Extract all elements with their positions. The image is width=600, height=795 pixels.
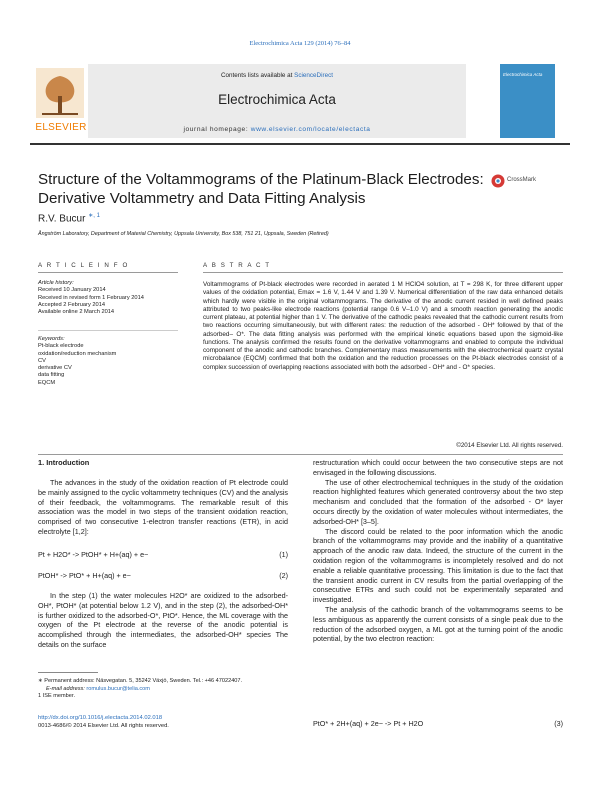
equation-3-text: PtO* + 2H+(aq) + 2e− -> Pt + H2O <box>313 719 424 728</box>
author-line <box>38 212 100 224</box>
history-item: Received in revised form 1 February 2014 <box>38 294 144 301</box>
equation-3 <box>313 719 563 728</box>
history-item: Accepted 2 February 2014 <box>38 301 106 308</box>
issn-line: 0013-4686/© 2014 Elsevier Ltd. All rights reserved. <box>38 723 169 729</box>
keyword: derivative CV <box>38 365 72 372</box>
header-divider <box>30 143 570 145</box>
history-heading: Article history: <box>38 280 74 286</box>
footnote-rule <box>38 672 98 673</box>
equation-1 <box>38 550 288 559</box>
publisher-name: ELSEVIER <box>35 122 87 133</box>
equation-1-text: Pt + H2O* -> PtOH* + H+(aq) + e− <box>38 550 149 559</box>
history-item: Received 10 January 2014 <box>38 287 106 294</box>
info-divider <box>38 330 178 331</box>
article-title <box>38 170 488 208</box>
doi-link[interactable]: http://dx.doi.org/10.1016/j.electacta.2014.02.018 <box>38 715 163 721</box>
homepage-link[interactable]: www.elsevier.com/locate/electacta <box>250 126 371 133</box>
article-info-label: A R T I C L E I N F O <box>38 262 129 269</box>
doi-block <box>38 714 288 730</box>
article-history <box>38 280 176 316</box>
email-label: E-mail address: <box>46 685 85 692</box>
footnotes <box>38 678 288 701</box>
keyword: Pt-black electrode <box>38 343 84 350</box>
equation-3-number: (3) <box>554 719 563 728</box>
right-paragraph-2: The use of other electrochemical techniques in the study of the oxidation reaction highlighted features which generated controversy about the two step mechanism and concluded that the formation of the adsorbed - O* layer occurs directly by the oxidation of water molecules without intermediates, the adsorbed-OH* [3–5]. <box>313 477 563 526</box>
intro-paragraph-1: The advances in the study of the oxidation reaction of Pt electrode could be mainly assigned to the cyclic voltammetry techniques (CV) and the analysis of their feedback, the voltammograms. The remarkable result of this association was the model in two steps of the transient oxidation reaction, comprised of two consecutive 1-electron transfer reactions (ETR), in acid electrolyte [1,2]: <box>38 478 288 536</box>
title-line-1: Structure of the Voltammograms of the Platinum-Black Electrodes: <box>38 171 484 188</box>
contents-line <box>88 72 466 79</box>
article-info-rule <box>38 272 178 273</box>
equation-1-number: (1) <box>279 550 288 559</box>
affiliation: Ångström Laboratory, Department of Material Chemistry, Uppsala University, Box 538, 751 21, Uppsala, Sweden (Retired) <box>38 231 329 237</box>
abstract-bottom-rule <box>38 454 563 455</box>
footnote-ise: 1 ISE member. <box>38 693 75 699</box>
equation-2 <box>38 571 288 580</box>
right-paragraph-continuation: restructuration which could occur between the two consecutive steps are not envisaged in the following discussions. <box>313 458 563 477</box>
equation-2-number: (2) <box>279 571 288 580</box>
keywords <box>38 336 176 387</box>
homepage-label: journal homepage: <box>183 126 249 133</box>
author-name: R.V. Bucur <box>38 213 86 225</box>
right-paragraph-3: The discord could be related to the poor information which the anodic branch of the voltammograms may provide and the inability of a quantitative approach of the anodic raw data. Indeed, the structure of the current in the oxidation region of the voltammograms is incompletely resolved and do not enable a reliable quantitative processing. This limitation is due to the fact that the transient anodic current in CV results from the partial overlapping of the consecutive ETRs and such could not be experimentally separated and investigated. <box>313 526 563 605</box>
author-marks[interactable]: ∗, 1 <box>88 213 100 219</box>
history-item: Available online 2 March 2014 <box>38 309 115 316</box>
contents-prefix: Contents lists available at <box>220 72 293 79</box>
journal-homepage <box>88 126 466 133</box>
cover-title: Electrochimica Acta <box>503 72 543 77</box>
intro-paragraph-2: In the step (1) the water molecules H2O* are oxidized to the adsorbed-OH*, PtOH* (at potential below 1.2 V), and in the step (2), the adsorbed-OH* is further oxidized to the adsorbed-O*, PtO*. Hence, the ML coverage with the oxygen of the Pt electrode at the reverse of the anodic potential is accomplished through the intermediates, the adsorbed-OH* species The details on the surface <box>38 591 288 649</box>
crossmark-badge[interactable] <box>491 174 551 193</box>
keyword: oxidation/reduction mechanism <box>38 350 117 357</box>
abstract-label: A B S T R A C T <box>203 262 271 269</box>
footnote-email <box>38 686 288 694</box>
abstract-copyright: ©2014 Elsevier Ltd. All rights reserved. <box>456 442 563 449</box>
right-paragraph-4: The analysis of the cathodic branch of the voltammograms seems to be less ambiguous as apparently the current consists of a single peak due to the reduction of the adsorbed oxygen, a ML got at the turning point of the anodic potential, by the two electron reaction: <box>313 604 563 644</box>
equation-2-text: PtOH* -> PtO* + H+(aq) + e− <box>38 571 131 580</box>
email-link[interactable]: romulus.bucur@telia.com <box>86 685 150 692</box>
keywords-heading: Keywords: <box>38 336 65 342</box>
crossmark-label: CrossMark <box>507 177 537 183</box>
abstract-text: Voltammograms of Pt-black electrodes were recorded in aerated 1 M HClO4 solution, at T = 298 K, for three different upper values of the oxidation potential, Emax = 1.6 V, 1.44 V and 1.39 V. Numerical differentiation of the raw data enhanced details which hardly were visible in the original voltammograms. The derivative of the anodic current resided in well defined peaks attributed to two peaks-like electrode reactions (potential range 0.6 V–1.0 V) and a smooth reaction generating the anodic current plateau, at potential higher than 1 V. The derivative of the cathodic peaks revealed that the cathodic current results from two reactions occurring simultaneously, but with different rates: the reduction of the adsorbed - OH* followed by that of the adsorbed– O*. The data fitting analysis was performed with the empirical kinetic equations based upon the sigmoid-like functions. The analysis confirmed the results found on the derivative voltammograms and enabled to compute the individual component of the anodic and cathodic branches. Complementary mass measurements with the electrochemical quartz crystal microbalance (EQCM) confirmed that both the oxidation and the reduction processes on the Pt-black electrodes consist of a complex succession of overlapping reactions associated with both the adsorbed - OH* and - O* species. <box>203 281 563 371</box>
sciencedirect-link[interactable]: ScienceDirect <box>294 72 333 79</box>
journal-reference[interactable]: Electrochimica Acta 129 (2014) 76–84 <box>249 40 351 47</box>
keyword: EQCM <box>38 379 56 386</box>
title-line-2: Derivative Voltammetry and Data Fitting Analysis <box>38 190 366 207</box>
section-heading-introduction: 1. Introduction <box>38 458 90 467</box>
journal-name: Electrochimica Acta <box>218 92 336 107</box>
abstract-rule <box>203 272 563 273</box>
intro-right-column <box>313 458 563 644</box>
keyword: data fitting <box>38 372 65 379</box>
keyword: CV <box>38 357 46 364</box>
footnote-address: ∗ Permanent address: Näsvegatan. 5, 35242 Växjö, Sweden. Tel.: +46 47022407. <box>38 678 243 684</box>
